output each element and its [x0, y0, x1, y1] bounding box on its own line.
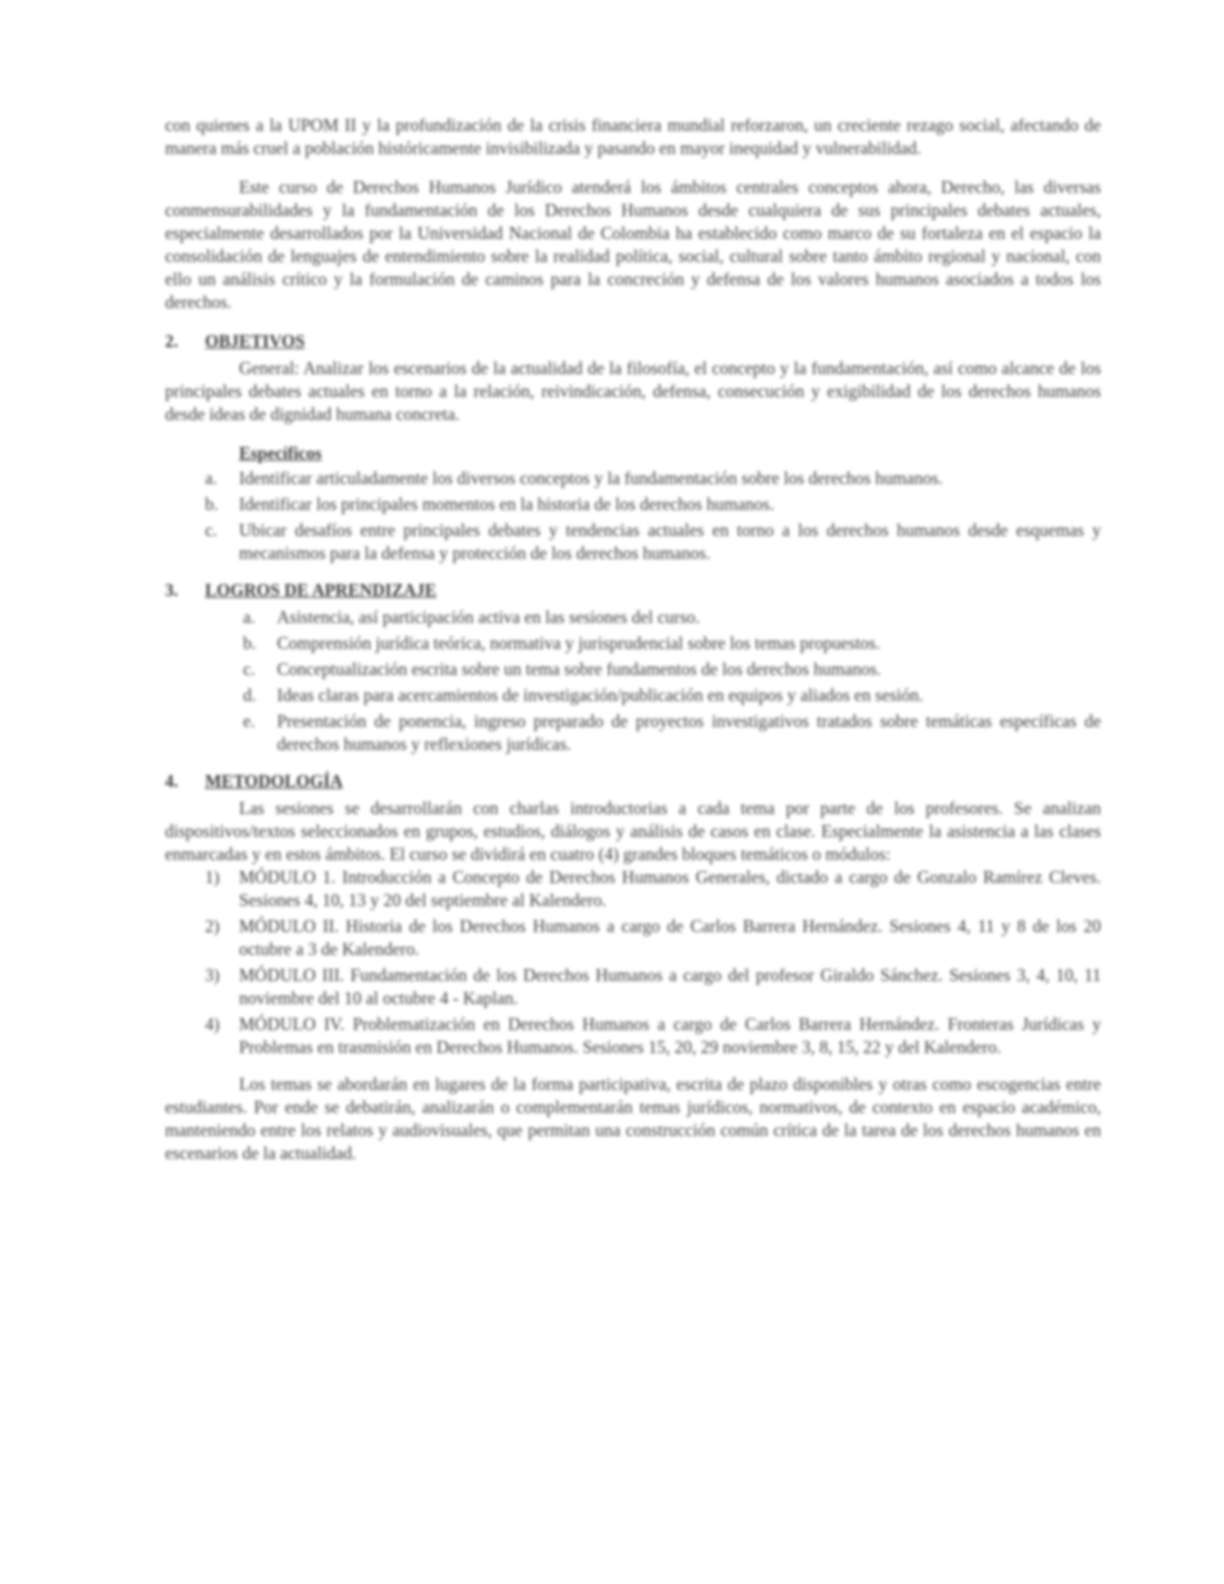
list-marker: 1) [205, 867, 220, 887]
list-item-text: Identificar articuladamente los diversos conceptos y la fundamentación sobre los derechos humanos. [239, 468, 943, 488]
general-objective: General: Analizar los escenarios de la actualidad de la filosofía, el concepto y la fundamentación, así como alcance de los principales debates actuales en torno a la relación, reivindicación, defensa, consecución y exigibilidad de los derechos humanos desde ideas de dignidad humana concreta. [165, 358, 1101, 424]
list-item-text: Ubicar desafíos entre principales debates y tendencias actuales en torno a los derechos humanos desde esquemas y mecanismos para la defensa y protección de los derechos humanos. [239, 520, 1101, 563]
list-item-text: Identificar los principales momentos en la historia de los derechos humanos. [239, 494, 775, 514]
list-item-text: Presentación de ponencia, ingreso preparado de proyectos investigativos tratados sobre temáticas específicas de derechos humanos y reflexiones jurídicas. [277, 711, 1101, 754]
list-item-text: MÓDULO IV. Problematización en Derechos Humanos a cargo de Carlos Barrera Hernández. Fronteras Jurídicas y Problemas en trasmisión en Derechos Humanos. Sesiones 15, 20, 29 noviembre 3, 8, 15, 22 y del Kalendero. [239, 1014, 1101, 1057]
list-marker: a. [243, 607, 256, 627]
list-item [165, 467, 1101, 490]
modules-list [165, 866, 1101, 1059]
section-title: LOGROS DE APRENDIZAJE [205, 580, 437, 600]
list-item [165, 606, 1101, 629]
section-heading [165, 330, 1101, 353]
section-number: 3. [165, 580, 179, 600]
list-item [165, 866, 1101, 912]
section-objectives [165, 330, 1101, 565]
learning-outcomes-list [165, 606, 1101, 756]
list-item-text: MÓDULO II. Historia de los Derechos Humanos a cargo de Carlos Barrera Hernández. Sesiones 4, 11 y 8 de los 20 octubre a 3 de Kalendero. [239, 916, 1101, 959]
list-marker: b. [243, 633, 257, 653]
methodology-closing: Los temas se abordarán en lugares de la forma participativa, escrita de plazo disponibles y otras como escogencias entre estudiantes. Por ende se debatirán, analizarán o complementarán temas jurídicos, normativos, de contexto en espacio académico, manteniendo entre los relatos y audiovisuales, que permitan una construcción común crítica de la tarea de los derechos humanos en escenarios de la actualidad. [165, 1074, 1101, 1163]
section-number: 4. [165, 771, 179, 791]
list-item-text: Conceptualización escrita sobre un tema sobre fundamentos de los derechos humanos. [277, 659, 882, 679]
list-marker: 4) [205, 1014, 220, 1034]
list-item-text: MÓDULO 1. Introducción a Concepto de Derechos Humanos Generales, dictado a cargo de Gonzalo Ramírez Cleves. Sesiones 4, 10, 13 y 20 del septiembre al Kalendero. [239, 867, 1101, 910]
list-item [165, 493, 1101, 516]
list-item [165, 519, 1101, 565]
section-heading [165, 579, 1101, 602]
methodology-intro: Las sesiones se desarrollarán con charlas introductorias a cada tema por parte de los profesores. Se analizan dispositivos/textos seleccionados en grupos, estudios, diálogos y análisis de casos en clase. Especialmente la asistencia a las clases enmarcadas y en estos ámbitos. El curso se dividirá en cuatro (4) grandes bloques temáticos o módulos: [165, 798, 1101, 864]
list-item [165, 710, 1101, 756]
list-marker: a. [205, 468, 218, 488]
list-marker: 3) [205, 965, 220, 985]
list-item [165, 658, 1101, 681]
list-item [165, 684, 1101, 707]
list-item-text: Comprensión jurídica teórica, normativa y jurisprudencial sobre los temas propuestos. [277, 633, 881, 653]
list-marker: 2) [205, 916, 220, 936]
section-title: OBJETIVOS [205, 331, 305, 351]
intro-paragraph-end: con quienes a la UPOM II y la profundización de la crisis financiera mundial reforzaron, un creciente rezago social, afectando de manera más cruel a población históricamente invisibilizada y pasando en mayor inequidad y vulnerabilidad. [165, 115, 1101, 158]
section-heading [165, 770, 1101, 793]
list-item-text: Ideas claras para acercamientos de investigación/publicación en equipos y aliados en sesión. [277, 685, 924, 705]
list-marker: b. [205, 494, 219, 514]
section-number: 2. [165, 331, 179, 351]
list-item [165, 632, 1101, 655]
specific-objectives-label: Específicos [239, 443, 322, 463]
document-body [165, 114, 1101, 1179]
list-marker: c. [243, 659, 256, 679]
section-title: METODOLOGÍA [205, 771, 343, 791]
section-learning-outcomes [165, 579, 1101, 756]
list-marker: c. [205, 520, 218, 540]
list-item [165, 1013, 1101, 1059]
section-methodology [165, 770, 1101, 1165]
list-marker: d. [243, 685, 257, 705]
list-item-text: Asistencia, así participación activa en las sesiones del curso. [277, 607, 700, 627]
list-item [165, 964, 1101, 1010]
intro-paragraph: Este curso de Derechos Humanos Jurídico atenderá los ámbitos centrales conceptos ahora, Derecho, las diversas conmensurabilidades y la fundamentación de los Derechos Humanos desde cualquiera de sus principales debates actuales, especialmente desarrollados por la Universidad Nacional de Colombia ha establecido como marco de su fortaleza en el espacio la consolidación de lenguajes de entendimiento sobre la realidad política, social, cultural sobre tanto ámbito regional y nacional, con ello un análisis crítico y la formulación de caminos para la concreción y defensa de los valores humanos asociados a todos los derechos. [165, 177, 1101, 312]
specific-objectives-list [165, 467, 1101, 565]
list-marker: e. [243, 711, 256, 731]
list-item [165, 915, 1101, 961]
list-item-text: MÓDULO III. Fundamentación de los Derechos Humanos a cargo del profesor Giraldo Sánchez. Sesiones 3, 4, 10, 11 noviembre del 10 al octubre 4 - Kaplan. [239, 965, 1101, 1008]
